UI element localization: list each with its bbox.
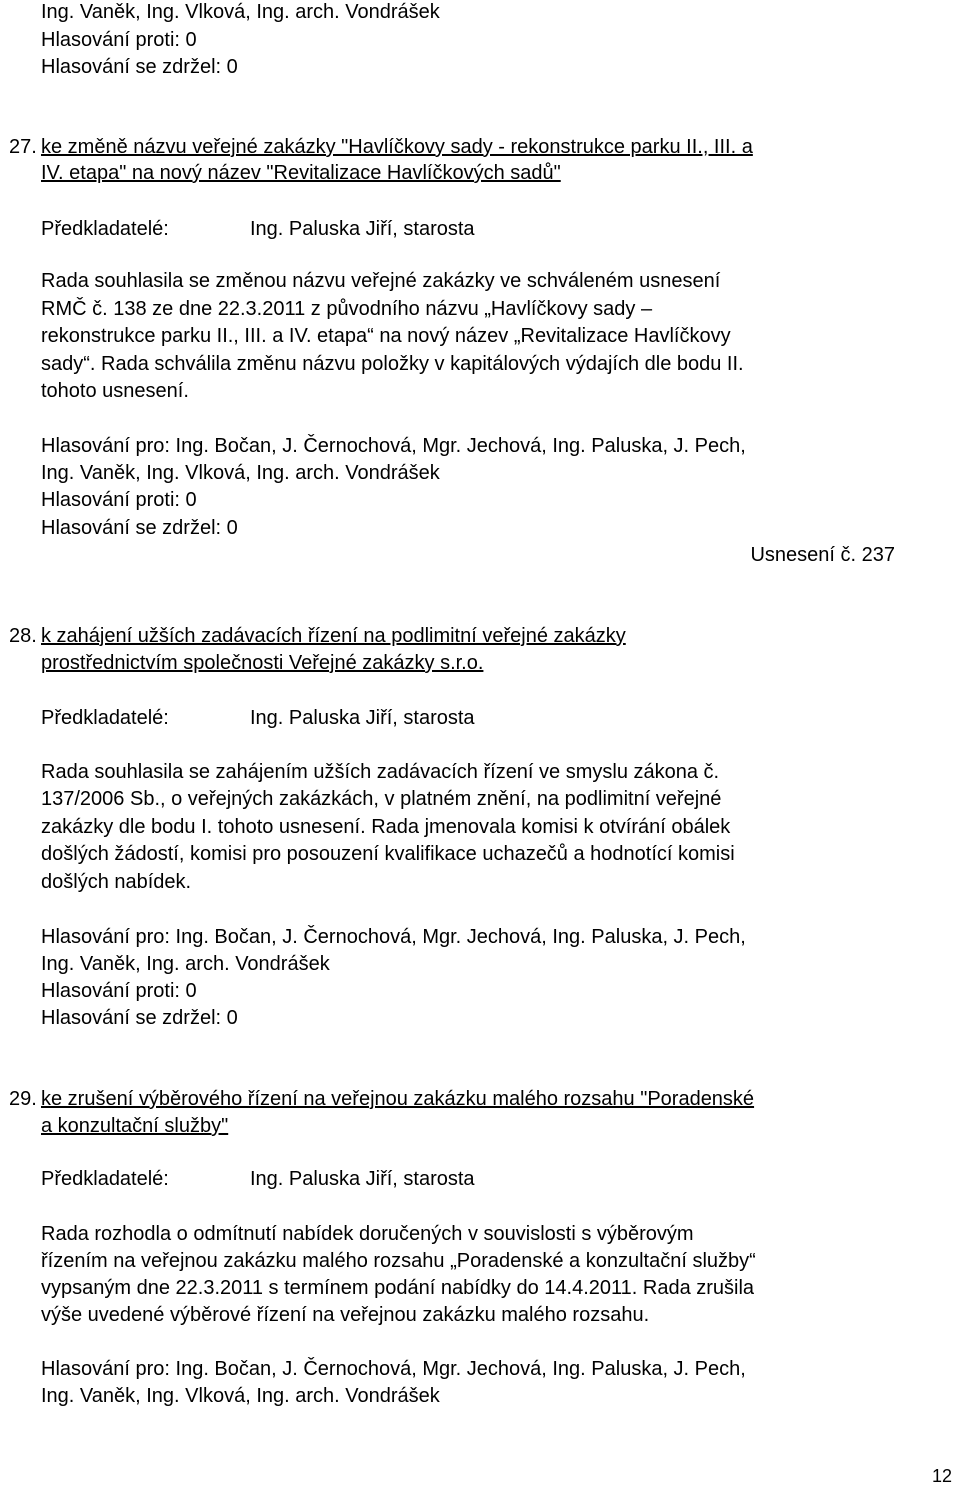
proposer-label: Předkladatelé: <box>41 218 169 240</box>
vote-for: Hlasování pro: Ing. Bočan, J. Černochová, Mgr. Jechová, Ing. Paluska, J. Pech, <box>41 1358 746 1380</box>
proposer-label: Předkladatelé: <box>41 1168 169 1190</box>
body-line: došlých nabídek. <box>41 871 192 893</box>
proposer-name: Ing. Paluska Jiří, starosta <box>250 707 475 729</box>
body-line: tohoto usnesení. <box>41 380 189 402</box>
body-line: sady“. Rada schválila změnu názvu položky v kapitálových výdajích dle bodu II. <box>41 353 744 375</box>
proposer-name: Ing. Paluska Jiří, starosta <box>250 1168 475 1190</box>
vote-for-cont: Ing. Vaněk, Ing. Vlková, Ing. arch. Vondrášek <box>41 462 440 484</box>
vote-for-cont: Ing. Vaněk, Ing. arch. Vondrášek <box>41 953 330 975</box>
body-line: zakázky dle bodu I. tohoto usnesení. Rada jmenovala komisi k otvírání obálek <box>41 816 731 838</box>
item-number: 29. <box>9 1088 37 1110</box>
vote-abstain: Hlasování se zdržel: 0 <box>41 56 238 78</box>
body-line: vypsaným dne 22.3.2011 s termínem podání nabídky do 14.4.2011. Rada zrušila <box>41 1277 755 1299</box>
item-title: ke zrušení výběrového řízení na veřejnou zakázku malého rozsahu "Poradenské <box>41 1088 755 1110</box>
item-title-cont: a konzultační služby" <box>41 1115 229 1137</box>
proposer-label: Předkladatelé: <box>41 707 169 729</box>
body-line: řízením na veřejnou zakázku malého rozsahu „Poradenské a konzultační služby“ <box>41 1250 756 1272</box>
item-title: k zahájení užších zadávacích řízení na podlimitní veřejné zakázky <box>41 625 626 647</box>
vote-against: Hlasování proti: 0 <box>41 29 197 51</box>
vote-abstain: Hlasování se zdržel: 0 <box>41 517 238 539</box>
body-line: Rada souhlasila se změnou názvu veřejné zakázky ve schváleném usnesení <box>41 270 721 292</box>
vote-members-continued: Ing. Vaněk, Ing. Vlková, Ing. arch. Vondrášek <box>41 1 440 23</box>
body-line: RMČ č. 138 ze dne 22.3.2011 z původního názvu „Havlíčkovy sady – <box>41 298 653 320</box>
resolution-number: Usnesení č. 237 <box>750 544 895 566</box>
vote-against: Hlasování proti: 0 <box>41 489 197 511</box>
item-title-cont: prostřednictvím společnosti Veřejné zakázky s.r.o. <box>41 652 484 674</box>
body-line: rekonstrukce parku II., III. a IV. etapa“ na nový název „Revitalizace Havlíčkovy <box>41 325 731 347</box>
item-number: 27. <box>9 136 37 158</box>
vote-for: Hlasování pro: Ing. Bočan, J. Černochová, Mgr. Jechová, Ing. Paluska, J. Pech, <box>41 926 746 948</box>
vote-against: Hlasování proti: 0 <box>41 980 197 1002</box>
page-number: 12 <box>931 1466 952 1486</box>
vote-abstain: Hlasování se zdržel: 0 <box>41 1007 238 1029</box>
body-line: 137/2006 Sb., o veřejných zakázkách, v platném znění, na podlimitní veřejné <box>41 788 722 810</box>
body-line: došlých žádostí, komisi pro posouzení kvalifikace uchazečů a hodnotící komisi <box>41 843 735 865</box>
item-title-cont: IV. etapa" na nový název "Revitalizace Havlíčkových sadů" <box>41 162 561 184</box>
item-number: 28. <box>9 625 37 647</box>
proposer-name: Ing. Paluska Jiří, starosta <box>250 218 475 240</box>
body-line: Rada rozhodla o odmítnutí nabídek doručených v souvislosti s výběrovým <box>41 1223 694 1245</box>
vote-for-cont: Ing. Vaněk, Ing. Vlková, Ing. arch. Vondrášek <box>41 1385 440 1407</box>
item-title: ke změně názvu veřejné zakázky "Havlíčkovy sady - rekonstrukce parku II., III. a <box>41 136 753 158</box>
body-line: výše uvedené výběrové řízení na veřejnou zakázku malého rozsahu. <box>41 1304 650 1326</box>
vote-for: Hlasování pro: Ing. Bočan, J. Černochová, Mgr. Jechová, Ing. Paluska, J. Pech, <box>41 435 746 457</box>
body-line: Rada souhlasila se zahájením užších zadávacích řízení ve smyslu zákona č. <box>41 761 720 783</box>
